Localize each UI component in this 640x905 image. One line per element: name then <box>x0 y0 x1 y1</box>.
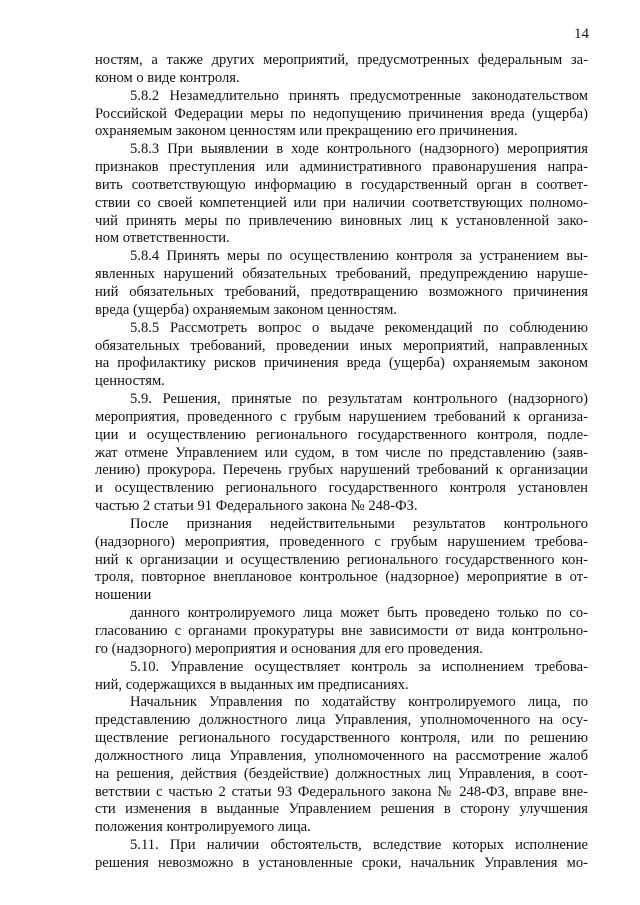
text-line: ношении <box>95 587 152 604</box>
text-line: сти изменения в выданные Управлением решения в сторону улучшения <box>95 801 588 818</box>
text-line: положения контролируемого лица. <box>95 819 311 836</box>
text-line: 5.10. Управление осуществляет контроль за исполнением требова- <box>130 658 588 675</box>
text-line: ветствии с частью 2 статьи 93 Федерального закона № 248-ФЗ, вправе вне- <box>95 783 588 800</box>
text-line: чий принять меры по привлечению виновных лиц к установленной зако- <box>95 212 588 229</box>
text-line: вить соответствующую информацию в государственный орган в соответ- <box>95 176 588 193</box>
text-line: троля, повторное внеплановое контрольное (надзорное) мероприятие в от- <box>95 569 588 586</box>
text-line: го (надзорного) мероприятия и основания для его проведения. <box>95 640 483 657</box>
text-line: ствии со своей компетенцией или при наличии соответствующих полномо- <box>95 194 588 211</box>
text-line: Начальник Управления по ходатайству контролируемого лица, по <box>130 694 588 711</box>
text-line: ном ответственности. <box>95 230 230 247</box>
text-line: 5.8.2 Незамедлительно принять предусмотренные законодательством <box>130 87 588 104</box>
text-line: ции и осуществлению регионального государственного контроля, подле- <box>95 426 588 443</box>
text-line: Российской Федерации меры по недопущению причинения вреда (ущерба) <box>95 105 588 122</box>
text-line: представлению должностного лица Управления, уполномоченного на осу- <box>95 712 588 729</box>
text-line: лению) прокурора. Перечень грубых нарушений требований к организации <box>95 462 588 479</box>
text-line: данного контролируемого лица может быть проведено только по со- <box>130 605 588 622</box>
document-body <box>95 52 588 873</box>
text-line: гласованию с органами прокуратуры вне зависимости от вида контрольно- <box>95 623 588 639</box>
text-line: обязательных требований, проведении иных мероприятий, направленных <box>95 337 588 354</box>
text-line: на решения, действия (бездействие) должностных лиц Управления, в соот- <box>95 765 588 782</box>
text-line: на профилактику рисков причинения вреда (ущерба) охраняемым законом <box>95 355 588 372</box>
text-line: 5.11. При наличии обстоятельств, вследствие которых исполнение <box>130 837 588 854</box>
text-line: ний обязательных требований, предотвращению возможного причинения <box>95 283 588 300</box>
text-line: частью 2 статьи 91 Федерального закона № 248-ФЗ. <box>95 498 418 515</box>
text-line: вреда (ущерба) охраняемым законом ценностям. <box>95 301 397 318</box>
text-line: коном о виде контроля. <box>95 69 240 86</box>
text-line: 5.9. Решения, принятые по результатам контрольного (надзорного) <box>130 391 588 408</box>
text-line: решения невозможно в установленные сроки, начальник Управления мо- <box>95 854 588 871</box>
text-line: охраняемым законом ценностям или прекращению его причинения. <box>95 123 518 140</box>
text-line: должностного лица Управления, уполномоченного на рассмотрение жалоб <box>95 747 588 764</box>
text-line: и осуществлению регионального государственного контроля установлен <box>95 480 588 497</box>
text-line: ностям, а также других мероприятий, предусмотренных федеральным за- <box>95 52 588 68</box>
text-line: ществление регионального государственного контроля, или по решению <box>95 730 588 747</box>
text-line: 5.8.5 Рассмотреть вопрос о выдаче рекомендаций по соблюдению <box>130 319 588 336</box>
text-line: 5.8.4 Принять меры по осуществлению контроля за устранением вы- <box>130 248 588 265</box>
text-line: жат отмене Управлением или судом, в том числе по представлению (заяв- <box>95 444 588 461</box>
text-line: (надзорного) мероприятия, проведенного с грубым нарушением требова- <box>95 533 588 550</box>
text-line: ний, содержащихся в выданных им предписаниях. <box>95 676 409 693</box>
text-line: 5.8.3 При выявлении в ходе контрольного (надзорного) мероприятия <box>130 141 588 158</box>
text-line: явленных нарушений обязательных требований, предупреждению наруше- <box>95 266 588 283</box>
text-line: После признания недействительными результатов контрольного <box>130 515 588 532</box>
text-line: мероприятия, проведенного с грубым нарушением требований к организа- <box>95 408 588 425</box>
page-number: 14 <box>574 26 589 42</box>
text-line: ний к организации и осуществлению регионального государственного кон- <box>95 551 588 568</box>
text-line: признаков преступления или административного правонарушения напра- <box>95 159 588 176</box>
text-line: ценностям. <box>95 373 165 390</box>
